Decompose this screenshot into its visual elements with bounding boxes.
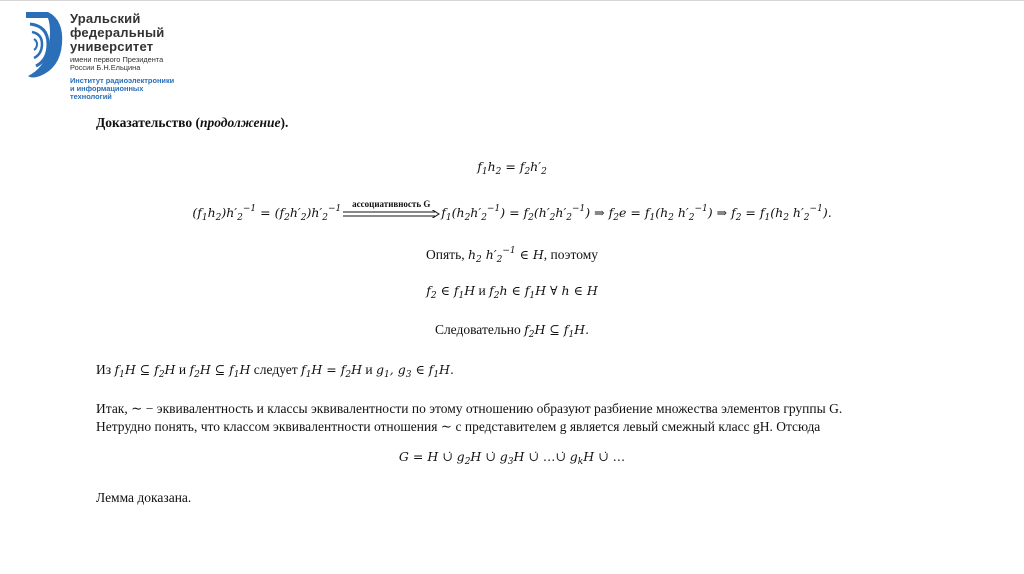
logo-line1: Уральский <box>70 11 141 26</box>
logo-inst3: технологий <box>70 92 112 102</box>
from-line: Из $f_1H$ ⊆ $f_2H$ и $f_2H$ ⊆ $f_1H$ следует $f_1H = f_2H$ и $g_1$, $g_3$ ∈ $f_1H$. <box>96 362 454 380</box>
double-arrow-icon <box>341 210 441 218</box>
proof-heading <box>96 115 288 131</box>
logo-line3: университет <box>70 39 154 54</box>
membership-line: $f_2$ ∈ $f_1H$ и $f_2h$ ∈ $f_1H$ ∀ h ∈ H <box>426 283 598 301</box>
from-text: Из <box>96 362 115 377</box>
heading-bold: Доказательство ( <box>96 115 200 130</box>
equation-1: $f_1h_2 = f_2h'_2$ <box>477 159 547 177</box>
arrow-label: ассоциативность G <box>352 198 431 209</box>
so-line: Итак, ∼ − эквивалентность и классы эквивалентности по этому отношению образуют разбиение множества элементов группы G. <box>96 401 843 416</box>
logo-inst2: и информационных <box>70 84 144 94</box>
and-text-3: и <box>362 362 377 377</box>
logo-inst1: Институт радиоэлектроники <box>70 75 175 85</box>
and-text-1: и <box>475 283 490 298</box>
equation-2: $(f_1h_2)h'_2^{-1} = (f_2h'_2)h'_2^{-1}$ ассоциативность G $f_1(h_2h'_2^{-1}) = f_2(h'_2h'_2^{-1})$ ⇒ $f_2e = f_1(h_2$ $h'_2^{-1}$) ⇒ $f_2 = f_1(h_2$ $h'_2^{-1}$). <box>0 201 1024 226</box>
hard-line: Нетрудно понять, что классом эквивалентности отношения ∼ с представителем g является левый смежный класс gH. Отсюда <box>96 419 821 434</box>
heading-end: ). <box>280 115 289 130</box>
logo-small1: имени первого Президента <box>70 55 164 64</box>
again-text: Опять, <box>425 247 468 262</box>
associativity-arrow <box>341 198 441 221</box>
consequently-text: Следовательно <box>434 322 525 337</box>
logo-small2: России Б.Н.Ельцина <box>70 63 141 73</box>
equation-partition: G = H ∪̇ $g_2H$ ∪̇ $g_3H$ ∪̇ …∪̇ $g_kH$ ∪̇ … <box>398 449 626 467</box>
lemma-proved: Лемма доказана. <box>96 490 192 505</box>
and-text-2: и <box>175 362 190 377</box>
therefore-text: , поэтому <box>543 247 598 262</box>
logo-line2: федеральный <box>70 25 165 40</box>
consequently-line: Следовательно $f_2H$ ⊆ $f_1H$. <box>434 322 590 340</box>
follows-text: следует <box>250 362 302 377</box>
heading-italic: продолжение <box>199 115 281 130</box>
again-line: Опять, $h_2$ $h'_2^{-1}$ ∈ H, поэтому <box>425 246 598 265</box>
